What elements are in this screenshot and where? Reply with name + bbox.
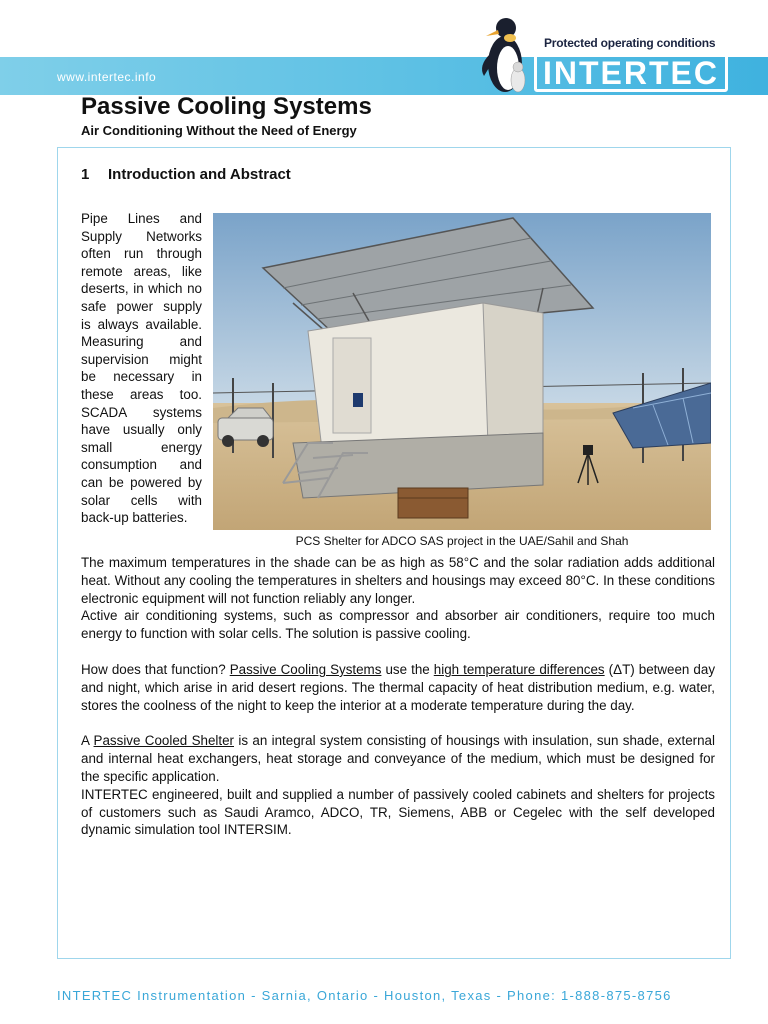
body-text [81,554,715,839]
intertec-logo [470,14,740,96]
how-text-mid: use the [381,661,434,677]
shelter-text-start: A [81,733,94,749]
paragraph-active-cooling: Active air conditioning systems, such as compressor and absorber air conditioners, require too much energy to function with solar cells. The solution is passive cooling. [81,608,715,642]
paragraph-gap [81,714,715,732]
logo-wordmark: INTERTEC [543,55,719,91]
document-subtitle: Air Conditioning Without the Need of Energy [81,123,357,138]
section-heading [81,166,291,183]
section-number: 1 [81,166,90,183]
shelter-text-end: is an integral system consisting of housings with insulation, sun shade, external and internal heat exchangers, heat storage and conveyance of the medium, which must be designed for the specific application. [81,733,715,784]
figure-caption: PCS Shelter for ADCO SAS project in the UAE/Sahil and Shah [295,534,629,548]
how-text-start: How does that function? [81,661,230,677]
paragraph-shelter-definition [81,732,715,785]
temperature-differences-link[interactable]: high temperature differences [433,661,605,677]
paragraph-how-it-works [81,661,715,714]
paragraph-intertec-projects: INTERTEC engineered, built and supplied a number of passively cooled cabinets and shelters for projects of customers such as Saudi Aramco, ADCO, TR, Siemens, ABB or Cegelec with the self developed dynamic simulation tool INTERSIM. [81,786,715,838]
paragraph-temperatures: The maximum temperatures in the shade can be as high as 58°C and the solar radiation adds additional heat. Without any cooling the temperatures in shelters and housings may exceed 80°C. In these conditions electronic equipment will not function reliably any longer. [81,555,715,606]
how-text-end: (ΔT) between day and night, which arise in arid desert regions. The thermal capacity of heat distribution medium, e.g. water, stores the coolness of the night to keep the interior at a moderate temperature during the day. [81,661,716,713]
logo-tagline: Protected operating conditions [544,36,716,50]
intro-side-text: Pipe Lines and Supply Networks often run through remote areas, like deserts, in which no safe power supply is always available. Measuring and supervision might be necessary in these areas too. SCADA systems have usually only small energy consumption and can be powered by solar cells with back-up batteries. [81,211,202,526]
section-title: Introduction and Abstract [108,166,291,183]
logo-wordmark-box [534,54,728,92]
shelter-photo-illustration [213,213,711,530]
passive-cooling-systems-link[interactable]: Passive Cooling Systems [229,661,382,677]
footer-contact: INTERTEC Instrumentation - Sarnia, Ontario - Houston, Texas - Phone: 1-888-875-8756 [57,988,672,1003]
shelter-photo [213,213,711,530]
passive-cooled-shelter-link[interactable]: Passive Cooled Shelter [93,733,234,749]
paragraph-gap [81,643,715,661]
penguin-icon [470,14,540,96]
website-url[interactable]: www.intertec.info [57,70,157,84]
document-title: Passive Cooling Systems [81,93,372,120]
